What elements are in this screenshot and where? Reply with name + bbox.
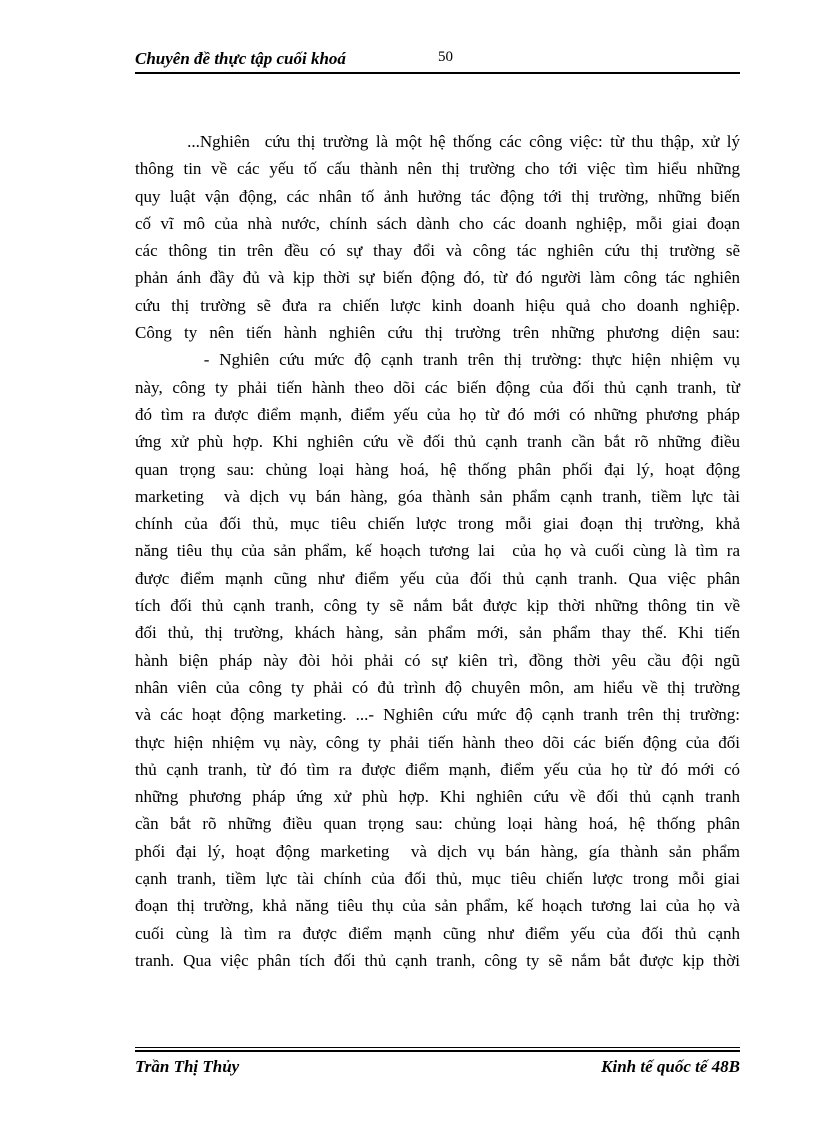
- text-line: thông tin về các yếu tố cấu thành nên thị trường cho tới việc tìm hiểu những: [135, 159, 740, 179]
- text-line: và các hoạt động marketing. ...- Nghiên cứu mức độ cạnh tranh trên thị trường:: [135, 705, 740, 725]
- footer-divider-thin: [135, 1047, 740, 1048]
- page-footer: [135, 1047, 740, 1087]
- text-line: tranh. Qua việc phân tích đối thủ cạnh tranh, công ty sẽ nắm bắt được kịp thời: [135, 950, 740, 970]
- text-line: cạnh tranh, tiềm lực tài chính của đối thủ, mục tiêu chiến lược trong mỗi giai: [135, 869, 740, 889]
- text-line: những phương pháp ứng xử phù hợp. Khi nghiên cứu về đối thủ cạnh tranh: [135, 787, 740, 807]
- text-line: cố vĩ mô của nhà nước, chính sách dành cho các doanh nghiệp, mỗi giai đoạn: [135, 213, 740, 233]
- text-line: quan trọng sau: chủng loại hàng hoá, hệ thống phân phối đại lý, hoạt động: [135, 459, 740, 479]
- footer-class: Kinh tế quốc tế 48B: [601, 1057, 740, 1076]
- footer-author: Trần Thị Thủy: [135, 1057, 240, 1076]
- text-line: các thông tin trên đều có sự thay đổi và công tác nghiên cứu thị trường sẽ: [135, 241, 740, 261]
- text-line: cứu thị trường sẽ đưa ra chiến lược kinh doanh hiệu quả cho doanh nghiệp.: [135, 295, 740, 315]
- text-line: đoạn thị trường, khả năng tiêu thụ của sản phẩm, kế hoạch tương lai của họ và: [135, 896, 740, 916]
- text-line: này, công ty phải tiến hành theo dõi các biến động của đối thủ cạnh tranh, từ: [135, 377, 740, 397]
- text-line: marketing và dịch vụ bán hàng, góa thành sản phẩm cạnh tranh, tiềm lực tài: [135, 486, 740, 506]
- text-line: phối đại lý, hoạt động marketing và dịch vụ bán hàng, gía thành sản phẩm: [135, 841, 740, 861]
- text-line: cuối cùng là tìm ra được điểm mạnh cũng như điểm yếu của đối thủ cạnh: [135, 923, 740, 943]
- text-line: ...Nghiên cứu thị trường là một hệ thống các công việc: từ thu thập, xử lý: [135, 132, 740, 151]
- text-line: đó tìm ra được điểm mạnh, điểm yếu của họ từ đó mới có những phương pháp: [135, 404, 740, 424]
- text-line: được điểm mạnh cũng như điểm yếu của đối thủ cạnh tranh. Qua việc phân: [135, 568, 740, 588]
- text-line: cần bắt rõ những điều quan trọng sau: chủng loại hàng hoá, hệ thống phân: [135, 814, 740, 834]
- text-line: đối thủ, thị trường, khách hàng, sản phẩm mới, sản phẩm thay thế. Khi tiến: [135, 623, 740, 643]
- footer-divider-thick: [135, 1050, 740, 1052]
- text-line: nhân viên của công ty phải có đủ trình độ chuyên môn, am hiểu về thị trường: [135, 677, 740, 697]
- text-line: thủ cạnh tranh, từ đó tìm ra được điểm mạnh, điểm yếu của họ từ đó mới có: [135, 759, 740, 779]
- text-line: ứng xử phù hợp. Khi nghiên cứu về đối thủ cạnh tranh cần bắt rõ những điều: [135, 432, 740, 452]
- text-line: phản ánh đầy đủ và kịp thời sự biến động đó, từ đó người làm công tác nghiên: [135, 268, 740, 288]
- body-text: [135, 128, 740, 974]
- text-line: thực hiện nhiệm vụ này, công ty phải tiến hành theo dõi các biến động của đối: [135, 732, 740, 752]
- text-line: - Nghiên cứu mức độ cạnh tranh trên thị trường: thực hiện nhiệm vụ: [135, 350, 740, 370]
- header-divider: [135, 72, 740, 74]
- text-line: tích đối thủ cạnh tranh, công ty sẽ nắm bắt được kịp thời những thông tin về: [135, 596, 740, 616]
- text-line: quy luật vận động, các nhân tố ảnh hưởng tác động tới thị trường, những biến: [135, 186, 740, 206]
- text-line: Công ty nên tiến hành nghiên cứu thị trường trên những phương diện sau:: [135, 323, 740, 343]
- text-line: năng tiêu thụ của sản phẩm, kế hoạch tương lai của họ và cuối cùng là tìm ra: [135, 541, 740, 561]
- text-line: hành biện pháp này đòi hỏi phải có sự kiên trì, đồng thời yêu cầu đội ngũ: [135, 650, 740, 670]
- text-line: chính của đối thủ, mục tiêu chiến lược trong mỗi giai đoạn thị trường, khả: [135, 514, 740, 534]
- page-header: [135, 46, 740, 74]
- page-number: 50: [438, 49, 453, 65]
- document-title: Chuyên đề thực tập cuối khoá: [135, 49, 346, 68]
